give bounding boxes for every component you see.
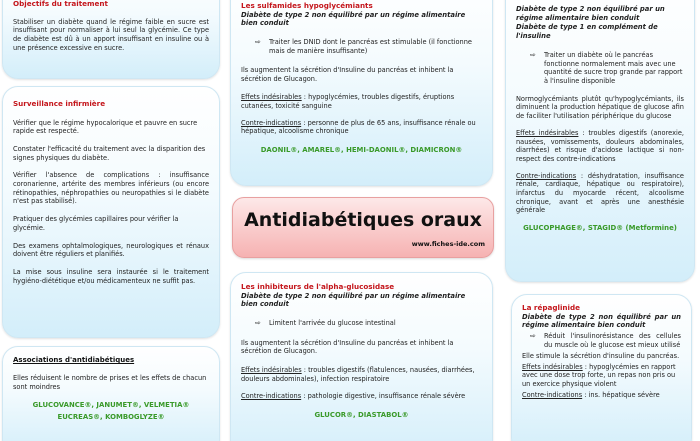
biguanides-drugs: GLUCOPHAGE®, STAGID® (Metformine) xyxy=(523,224,677,233)
surveillance-paragraph: Des examens ophtalmologiques, neurologiques et rénaux doivent être réguliers et planifiés. xyxy=(13,241,209,259)
surveillance-title: Surveillance infirmière xyxy=(13,99,106,108)
objectifs-text: Stabiliser un diabète quand le régime faible en sucre est insuffisant pour normaliser à lui seul la glycémie. Ce type de diabète est dû à un apport insuffisant en insuline ou à une présence excessive en sucre. xyxy=(13,17,209,52)
arrow-right-outline-icon: ⇨ xyxy=(530,50,536,59)
sulfamides-effects: Effets indésirables : hypoglycémies, troubles digestifs, éruptions cutanées, toxicité sanguine xyxy=(241,93,455,110)
associations-text: Elles réduisent le nombre de prises et les effets de chacun sont moindres xyxy=(13,374,207,391)
repaglinide-action: Elle stimule la sécrétion d'insuline du pancréas. xyxy=(522,351,680,360)
surveillance-paragraph: La mise sous insuline sera instaurée si le traitement hygiéno-diététique et/ou médicamenteux ne suffit pas. xyxy=(13,267,209,285)
alpha-effects: Effets indésirables : troubles digestifs (flatulences, nausées, diarrhées, douleurs abdominales), infection respiratoire xyxy=(241,366,475,383)
alpha-title: Les inhibiteurs de l'alpha-glucosidase xyxy=(241,282,395,291)
sulfamides-title: Les sulfamides hypoglycémiants xyxy=(241,1,373,10)
alpha-bullet-text: Limitent l'arrivée du glucose intestinal xyxy=(269,319,396,328)
alpha-drugs: GLUCOR®, DIASTABOL® xyxy=(314,411,409,420)
surveillance-paragraph: Pratiquer des glycémies capillaires pour vérifier la glycémie. xyxy=(13,215,179,232)
repaglinide-subtitle: Diabète de type 2 non équilibré par un régime alimentaire bien conduit xyxy=(522,312,681,330)
biguanides-effects: Effets indésirables : troubles digestifs (anorexie, nausées, vomissements, douleurs abdominales, diarrhées) et risque d'acidose lactique si non-respect des contre-indications xyxy=(516,128,684,163)
associations-drugs-line2: EUCREAS®, KOMBOGLYZE® xyxy=(57,412,165,421)
title-box xyxy=(232,197,494,258)
sulfamides-subtitle: Diabète de type 2 non équilibré par un régime alimentaire bien conduit xyxy=(241,10,466,28)
biguanides-subtitle1: Diabète de type 2 non équilibré par un régime alimentaire bien conduit xyxy=(516,5,665,22)
sulfamides-bullet xyxy=(241,38,482,55)
repaglinide-title: La répaglinide xyxy=(522,303,581,312)
sulfamides-action: Ils augmentent la sécrétion d'Insuline du pancréas et inhibent la sécrétion de Glucagon. xyxy=(241,65,454,83)
repaglinide-bullet xyxy=(522,332,681,349)
card-alpha-glucosidase xyxy=(230,272,493,441)
repaglinide-effects: Effets indésirables : hypoglycémies en rapport avec une dose trop forte, un repas non pris ou un exercice physique violent xyxy=(522,362,676,388)
card-associations xyxy=(2,346,220,441)
biguanides-bullet xyxy=(516,51,684,86)
card-biguanides xyxy=(505,0,695,282)
biguanides-action: Normoglycémiants plutôt qu'hypoglycémiants, ils diminuent la production hépatique de glucose afin de faciliter l'utilisation périphérique du glucose xyxy=(516,94,684,121)
arrow-right-outline-icon: ⇨ xyxy=(255,319,261,328)
sulfamides-drugs: DAONIL®, AMAREL®, HEMI-DAONIL®, DIAMICRON® xyxy=(260,146,463,155)
biguanides-subtitle2: Diabète de type 1 en complément de l'insuline xyxy=(516,22,658,40)
alpha-contra: Contre-indications : pathologie digestive, insuffisance rénale sévère xyxy=(241,392,466,401)
surveillance-paragraph: Vérifier que le régime hypocalorique et pauvre en sucre rapide est respecté. xyxy=(13,118,198,136)
arrow-right-outline-icon: ⇨ xyxy=(255,38,261,47)
card-sulfamides xyxy=(230,0,493,186)
repaglinide-contra: Contre-indications : ins. hépatique sévère xyxy=(522,390,660,399)
surveillance-paragraph: Constater l'efficacité du traitement avec la disparition des signes physiques du diabète. xyxy=(13,144,206,162)
sulfamides-contra: Contre-indications : personne de plus de 65 ans, insuffisance rénale ou hépatique, alcoolisme chronique xyxy=(241,118,476,136)
associations-drugs-line1: GLUCOVANCE®, JANUMET®, VELMETIA® xyxy=(32,400,190,409)
repaglinide-bullet-text: Réduit l'insulinorésistance des cellules du muscle où le glucose est mieux utilisé xyxy=(544,332,681,350)
alpha-bullet xyxy=(241,319,482,328)
associations-title: Associations d'antidiabétiques xyxy=(13,356,135,364)
card-objectifs xyxy=(2,0,220,79)
website-label: www.fiches-ide.com xyxy=(411,240,485,249)
alpha-action: Ils augmentent la sécrétion d'Insuline du pancréas et inhibent la sécrétion de Glucagon. xyxy=(241,338,454,356)
arrow-right-outline-icon: ⇨ xyxy=(530,332,536,341)
biguanides-bullet-text: Traiter un diabète où le pancréas fonctionne normalement mais avec une quantité de sucre trop grande par rapport à l'insuline disponible xyxy=(544,50,683,85)
objectifs-title: Objectifs du traitement xyxy=(13,0,108,8)
card-repaglinide xyxy=(511,294,692,441)
alpha-subtitle: Diabète de type 2 non équilibré par un régime alimentaire bien conduit xyxy=(241,291,466,309)
card-surveillance xyxy=(2,86,220,338)
biguanides-contra: Contre-indications : déshydratation, insuffisance rénale, cardiaque, hépatique ou respiratoire), infarctus du myocarde récent, alcoolisme chronique, avant et après une anesthésie générale xyxy=(516,171,684,215)
sulfamides-bullet-text: Traiter les DNID dont le pancréas est stimulable (il fonctionne mais de manière insuffisante) xyxy=(269,38,472,56)
page-title: Antidiabétiques oraux xyxy=(244,209,482,231)
surveillance-paragraph: Vérifier l'absence de complications : insuffisance coronarienne, artérite des membres inférieurs (ou encore rétinopathies, néphropathies ou neuropathies si le diabète n'est pas stabilisé). xyxy=(13,171,209,206)
